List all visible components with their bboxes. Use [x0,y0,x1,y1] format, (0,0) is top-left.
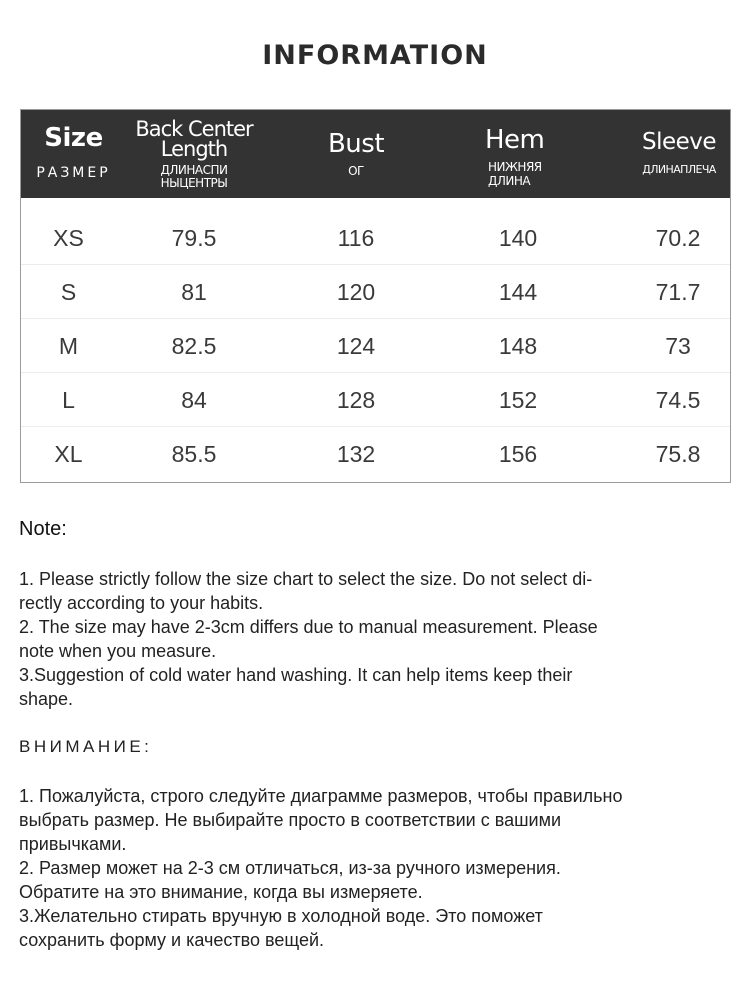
header-back-center-length-label: Back Center Length [135,117,253,161]
note-en-line: 2. The size may have 2-3cm differs due to manual measurement. Please [19,617,598,637]
cell-back-center-length: 82.5 [171,333,217,359]
header-back-center-length-label-ru: ДЛИНАСПИ НЫЦЕНТРЫ [160,162,228,191]
cell-bust: 124 [336,333,376,359]
header-size-label: Size [44,123,103,153]
cell-back-center-length: 84 [181,387,207,413]
page-title: INFORMATION [262,40,488,71]
note-ru-line: 1. Пожалуйста, строго следуйте диаграмме размеров, чтобы правильно [19,786,623,806]
cell-sleeve: 73 [665,333,691,359]
cell-sleeve: 70.2 [655,225,701,251]
cell-size: M [58,333,79,359]
note-ru-line: Обратите на это внимание, когда вы измеряете. [19,882,423,902]
table-row [21,319,730,373]
header-size [21,110,126,198]
note-en-line: 1. Please strictly follow the size chart to select the size. Do not select di- [19,569,593,589]
header-back-center-length [133,110,255,198]
cell-bust: 128 [336,387,376,413]
note-en-line: note when you measure. [19,641,217,661]
cell-bust: 120 [336,279,376,305]
note-ru-body [19,784,719,952]
note-en-heading-block [19,519,719,539]
table-row [21,211,730,265]
note-ru-line: привычками. [19,834,127,854]
table-body [21,211,730,481]
cell-hem: 156 [498,441,538,467]
header-hem-label: Hem [485,125,545,155]
note-ru-line: сохранить форму и качество вещей. [19,930,325,950]
header-sleeve-label-ru: ДЛИНАПЛЕЧА [642,163,716,176]
note-ru-line: выбрать размер. Не выбирайте просто в соответствии с вашими [19,810,562,830]
note-ru-text [19,784,719,952]
cell-size: XS [53,225,84,251]
table-row [21,265,730,319]
cell-hem: 144 [498,279,538,305]
cell-bust: 132 [336,441,376,467]
note-ru-line: 3.Желательно стирать вручную в холодной воде. Это поможет [19,906,543,926]
header-hem-label-ru: НИЖНЯЯ ДЛИНА [488,160,542,189]
cell-sleeve: 75.8 [655,441,701,467]
cell-bust: 116 [337,225,375,251]
cell-back-center-length: 79.5 [171,225,217,251]
table-row [21,373,730,427]
note-ru-line: 2. Размер может на 2-3 см отличаться, из-за ручного измерения. [19,858,561,878]
cell-back-center-length: 85.5 [171,441,217,467]
table-row [21,427,730,481]
header-hem [461,110,571,198]
header-sleeve [629,110,729,198]
header-bust-label: Bust [327,129,385,159]
cell-hem: 152 [498,387,538,413]
cell-sleeve: 74.5 [655,387,701,413]
cell-size: XL [54,441,83,467]
note-en-line: 3.Suggestion of cold water hand washing. It can help items keep their [19,665,573,685]
cell-size: S [60,279,77,305]
cell-back-center-length: 81 [181,279,207,305]
cell-sleeve: 71.7 [655,279,701,305]
note-ru-heading-block [19,738,719,755]
header-sleeve-label: Sleeve [641,129,717,155]
note-en-title: Note: [19,518,67,540]
note-en-line: shape. [19,689,74,709]
note-ru-title: ВНИМАНИЕ: [19,737,153,756]
note-en-text [19,567,719,711]
header-size-label-ru: РАЗМЕР [36,165,111,181]
cell-hem: 148 [498,333,538,359]
note-en-line: rectly according to your habits. [19,593,264,613]
table-header [21,110,730,198]
cell-hem: 140 [498,225,538,251]
cell-size: L [62,387,75,413]
note-en-body [19,567,719,711]
header-bust [301,110,411,198]
header-bust-label-ru: ОГ [348,164,364,178]
size-chart-table [20,109,731,483]
